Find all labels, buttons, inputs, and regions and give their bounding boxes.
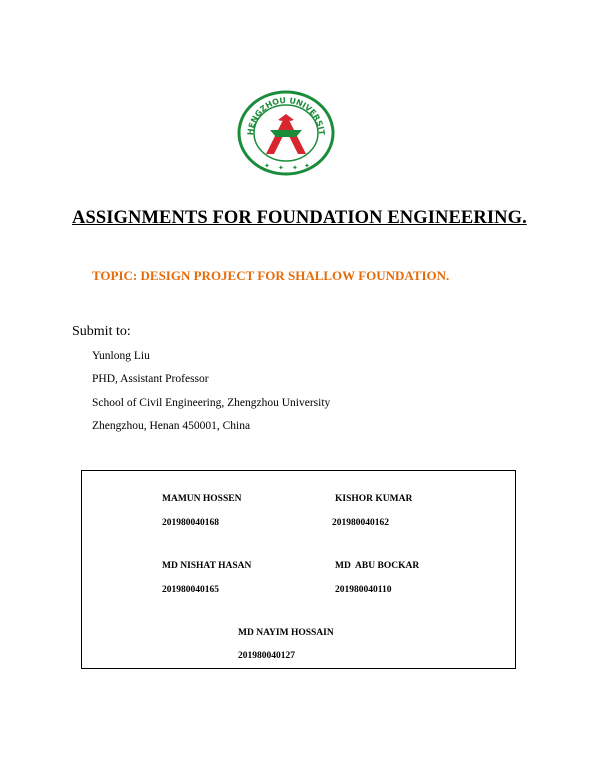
recipient-name: Yunlong Liu [92, 350, 150, 362]
group-members-box [81, 470, 516, 669]
member-id: 201980040127 [238, 651, 295, 661]
recipient-position: PHD, Assistant Professor [92, 373, 209, 385]
member-name: MD NISHAT HASAN [162, 561, 252, 571]
recipient-address: Zhengzhou, Henan 450001, China [92, 420, 251, 432]
member-name: MD ABU BOCKAR [335, 561, 420, 571]
member-id: 201980040168 [162, 518, 219, 528]
svg-text:✦: ✦ [292, 164, 298, 172]
recipient-school: School of Civil Engineering, Zhengzhou University [92, 397, 331, 409]
svg-text:✦: ✦ [304, 162, 310, 170]
member-name: KISHOR KUMAR [335, 494, 413, 504]
member-id: 201980040110 [335, 585, 392, 595]
svg-text:✦: ✦ [264, 162, 270, 170]
university-logo [236, 90, 336, 176]
member-name: MAMUN HOSSEN [162, 494, 242, 504]
svg-text:✦: ✦ [278, 164, 284, 172]
member-id: 201980040165 [162, 585, 219, 595]
submit-to-label: Submit to: [72, 324, 131, 339]
document-topic: TOPIC: DESIGN PROJECT FOR SHALLOW FOUNDATION. [92, 268, 450, 283]
member-name: MD NAYIM HOSSAIN [238, 628, 334, 638]
member-id: 201980040162 [332, 518, 389, 528]
seal-ring-text: HENGZHOU UNIVERSIT [245, 95, 327, 136]
university-seal-icon [236, 90, 336, 176]
document-title: ASSIGNMENTS FOR FOUNDATION ENGINEERING. [72, 208, 527, 228]
